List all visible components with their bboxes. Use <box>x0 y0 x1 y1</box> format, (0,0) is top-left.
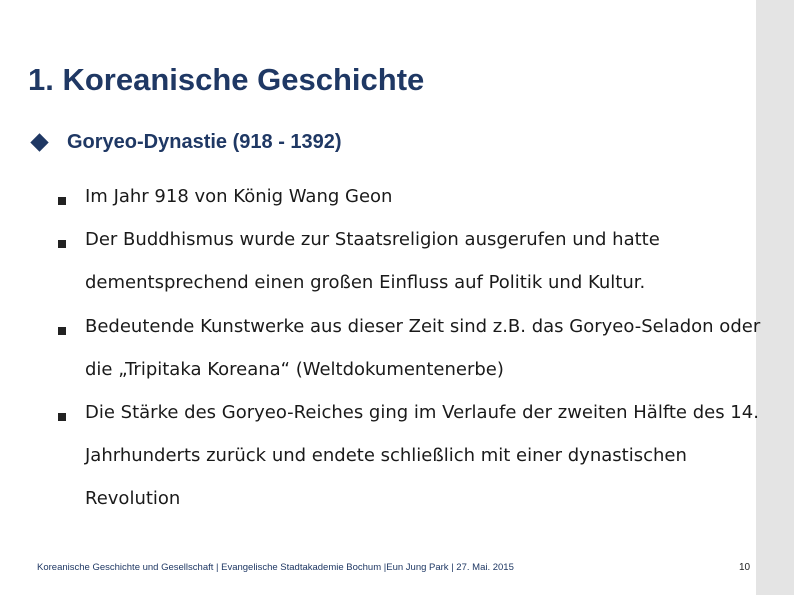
diamond-bullet-icon <box>30 133 48 151</box>
square-bullet-icon <box>58 240 66 248</box>
bullet-item-text: Im Jahr 918 von König Wang Geon <box>85 186 393 207</box>
title-divider-band <box>0 113 756 125</box>
slide-footer: Koreanische Geschichte und Gesellschaft | Evangelische Stadtakademie Bochum |Eun Jung Park | 27. Mai. 2015 <box>37 562 514 573</box>
slide-title: 1. Koreanische Geschichte <box>28 62 425 97</box>
bullet-item-text: Der Buddhismus wurde zur Staatsreligion ausgerufen und hatte dementsprechend einen großen Einfluss auf Politik und Kultur. <box>85 229 660 293</box>
square-bullet-icon <box>58 197 66 205</box>
page-number: 10 <box>739 562 751 573</box>
square-bullet-icon <box>58 327 66 335</box>
bullet-item-text: Bedeutende Kunstwerke aus dieser Zeit sind z.B. das Goryeo-Seladon oder die „Tripitaka Koreana“ (Weltdokumentenerbe) <box>85 316 761 380</box>
main-bullet-text: Goryeo-Dynastie (918 - 1392) <box>67 131 342 153</box>
square-bullet-icon <box>58 413 66 421</box>
bullet-item-text: Die Stärke des Goryeo-Reiches ging im Verlaufe der zweiten Hälfte des 14. Jahrhunderts zurück und endete schließlich mit einer dynastischen Revolution <box>85 402 759 509</box>
